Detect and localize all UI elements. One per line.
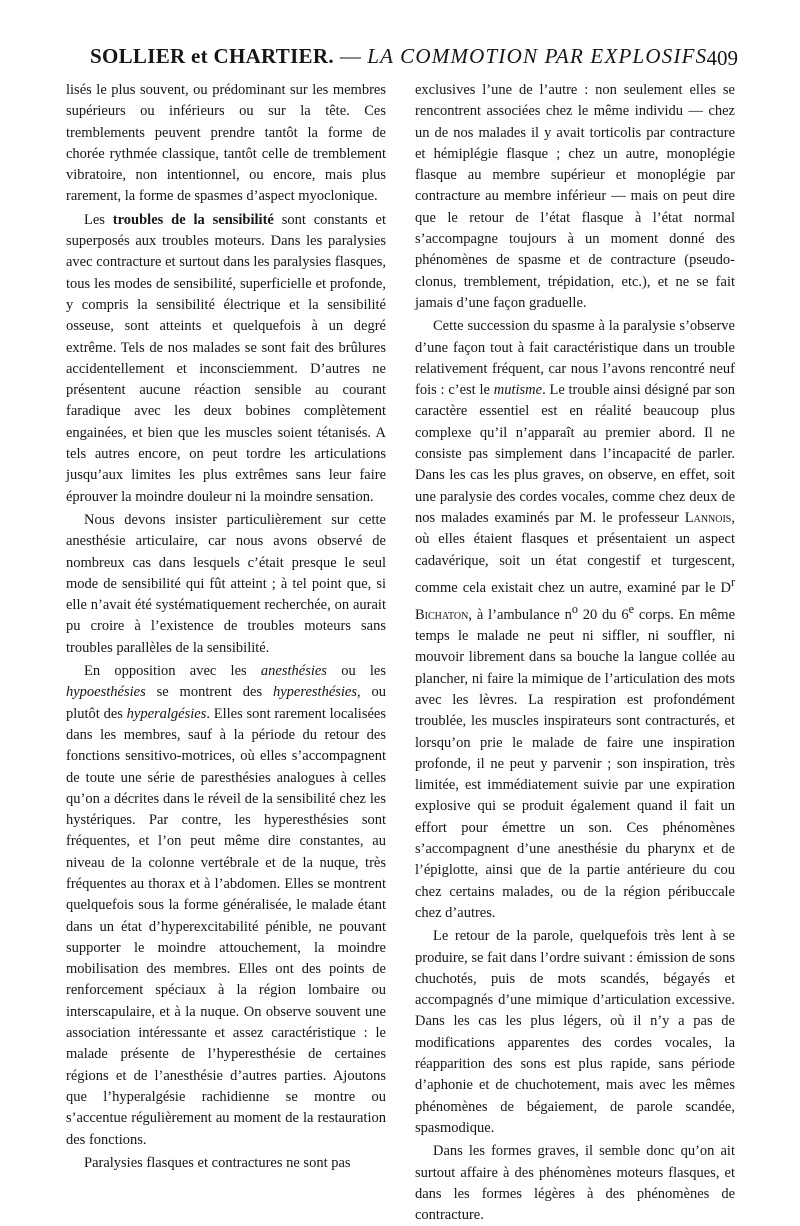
paragraph-text: sont constants et superposés aux troubles moteurs. Dans les paralysies avec contracture et surtout dans les paralysies flasques, tous les modes de sensibilité, superficielle et profonde, y compris la sensibilité électrique et la sensibilité osseuse, sont atteints et quelquefois à un degré extrême. Tels de nos malades se sont fait des brûlures accidentellement et inconsciemment. D’autres ne présentent aucune réaction sensible au courant faradique avec les deux bobines complètement engainées, et bien que les muscles soient tétanisés. A tels autres encore, on peut tordre les articulations jusqu’aux limites les plus extrêmes sans leur faire éprouver la moindre douleur ni la moindre sensation. [66, 211, 387, 505]
paragraph-text: , à l’ambulance n [468, 606, 572, 623]
paragraph-formes-graves: Dans les formes graves, il semble donc qu’on ait surtout affaire à des phénomènes moteurs flasques, et dans les formes légères à des phénomènes de contracture. [415, 1143, 735, 1224]
paragraph-tremblements: lisés le plus souvent, ou prédominant sur les membres supérieurs ou inférieurs ou sur la tête. Ces tremblements peuvent prendre tantôt la forme de chorée rythmée classique, tantôt celle de tremblement vibratoire, non intentionnel, ou encore, mais plus rarement, la forme de spasmes d’aspect myoclonique. [66, 82, 386, 205]
paragraph-text: Cette succession du spasme à la paralysie s’observe d’une façon tout à fait caractéristique dans un trouble relativement fréquent, car nous l’avons rencontré neuf fois : c’est le [415, 318, 735, 399]
small-caps-name: Lannois [684, 509, 732, 526]
paragraph-text: 20 du 6 [582, 606, 629, 623]
superscript: o [571, 601, 578, 616]
paragraph-mutisme [415, 316, 735, 924]
paragraph-troubles-sensibilite [66, 210, 386, 508]
header-authors: SOLLIER et CHARTIER. [90, 44, 334, 68]
superscript: e [628, 601, 634, 616]
paragraph-text: . Le trouble ainsi désigné par son caractère essentiel est en réalité beaucoup plus complexe qu’il n’apparaît au premier abord. Il ne consiste pas simplement dans l’incapacité de parler. Dans les cas les plus graves, on observe, en effet, soit une paralysie des cordes vocales, comme chez deux de nos malades examinés par M. le professeur [415, 382, 736, 526]
italic-term: hypoesthésies [66, 684, 146, 701]
paragraph-exclusives: exclusives l’une de l’autre : non seulement elles se rencontrent associées chez le même individu — chez un de nos malades il y avait torticolis par contracture et hémiplégie flasque ; chez un autre, monoplégie flasque au membre supérieur et monoplégie par contracture au membre inférieur — mais on peut dire que le retour de l’état flasque à l’état normal s’accompagne toujours à un moment donné des phénomènes de spasme et de contracture (pseudo-clonus, tremblement, trépidation, etc.), et ne se fait jamais d’une façon graduelle. [415, 82, 735, 311]
running-title [90, 44, 707, 69]
italic-term: hyperalgésies [126, 705, 207, 722]
paragraph-text: se montrent des [156, 684, 263, 701]
running-header [68, 40, 738, 80]
paragraph-text: , ou plutôt des [66, 684, 387, 722]
paragraph-text: Les [84, 211, 105, 228]
paragraph-anesthesie-articulaire: Nous devons insister particulièrement sur cette anesthésie articulaire, car nous avons observé de nombreux cas dans lesquels c’était presque le seul mode de sensibilité qui fût atteint ; à tel point que, si elle n’avait été systématiquement recherchée, on aurait pu croire à l’existence de troubles moteurs sans troubles parallèles de la sensibilité. [66, 511, 386, 656]
left-column [66, 80, 386, 1174]
bold-term: troubles de la sensibilité [112, 211, 274, 228]
small-caps-name: Bichaton [415, 606, 469, 623]
paragraph-text: corps. En même temps le malade ne peut ni siffler, ni souffler, ni mouvoir librement dans sa bouche la langue collée au plancher, ni faire la mimique de l’articulation des mots avec les lèvres. La respiration est profondément troublée, les muscles inspirateurs sont contracturés, et lorsqu’on prie le malade de faire une inspiration profonde, il ne peut y parvenir ; son inspiration, très limitée, est immédiatement suivie par une expiration explosive qui se produit également quand il fait un effort pour émettre un son. Ces phénomènes s’accompagnent d’une anesthésie du pharynx et de l’épiglotte, ainsi que de la partie antérieure du cou chez certains malades, ou de la région péribuccale chez d’autres. [415, 606, 736, 921]
italic-term: hyperesthésies [272, 684, 358, 701]
paragraph-retour-parole: Le retour de la parole, quelquefois très lent à se produire, se fait dans l’ordre suivant : émission de sons chuchotés, puis de mots scandés, bégayés et accompagnés d’une mimique d’articulation excessive. Dans les cas les plus légers, où il n’y a pas de modifications apparentes des cordes vocales, la réapparition des sons est plus rapide, sans période d’aphonie et de chuchotement, mais avec les mêmes phénomènes de bégaiement, de parole scandée, spasmodique. [415, 928, 735, 1136]
page-number: 409 [706, 46, 738, 70]
paragraph-hyperesthesies [66, 661, 386, 1151]
paragraph-text: En opposition avec les [84, 663, 247, 680]
paragraph-text: , où elles étaient flasques et présentaient un aspect cadavérique, soit un état congestif et turgescent, comme cela existait chez un autre, examiné par le D [415, 509, 735, 596]
right-column [415, 80, 735, 1226]
paragraph-text: ou les [341, 663, 387, 680]
paragraph-paralysies-start: Paralysies flasques et contractures ne sont pas [84, 1154, 351, 1171]
paragraph-text: . Elles sont rarement localisées dans les membres, sauf à la période du retour des fonctions sensitivo-motrices, où elles s’accompagnent de toute une série de paresthésies analogues à celles qu’on a décrites dans le réveil de la sensibilité chez les hystériques. Par contre, les hyperesthésies sont fréquentes, et l’on peut même dire constantes, au niveau de la colonne vertébrale et de la nuque, très fréquentes au thorax et à l’abdomen. Elles se montrent quelquefois sous la forme généralisée, le malade étant dans un état d’hyperexcitabilité pénible, ne pouvant supporter le moindre attouchement, la moindre mobilisation des membres. Elles ont des points de renforcement spéciaux à la région lombaire ou interscapulaire, et à la nuque. On observe souvent une association intéressante et assez caractéristique : le malade présente de l’hyperesthésie de certaines régions et de l’anesthésie d’autres parties. Ajoutons que l’hyperalgésie rachidienne se montre ou s’accentue régulièrement au moment de la restauration des fonctions. [66, 705, 386, 1148]
superscript: r [730, 574, 735, 589]
header-subject: LA COMMOTION PAR EXPLOSIFS [367, 44, 708, 68]
italic-term: anesthésies [260, 663, 327, 680]
italic-term: mutisme [493, 382, 543, 399]
header-dash: — [339, 44, 362, 68]
